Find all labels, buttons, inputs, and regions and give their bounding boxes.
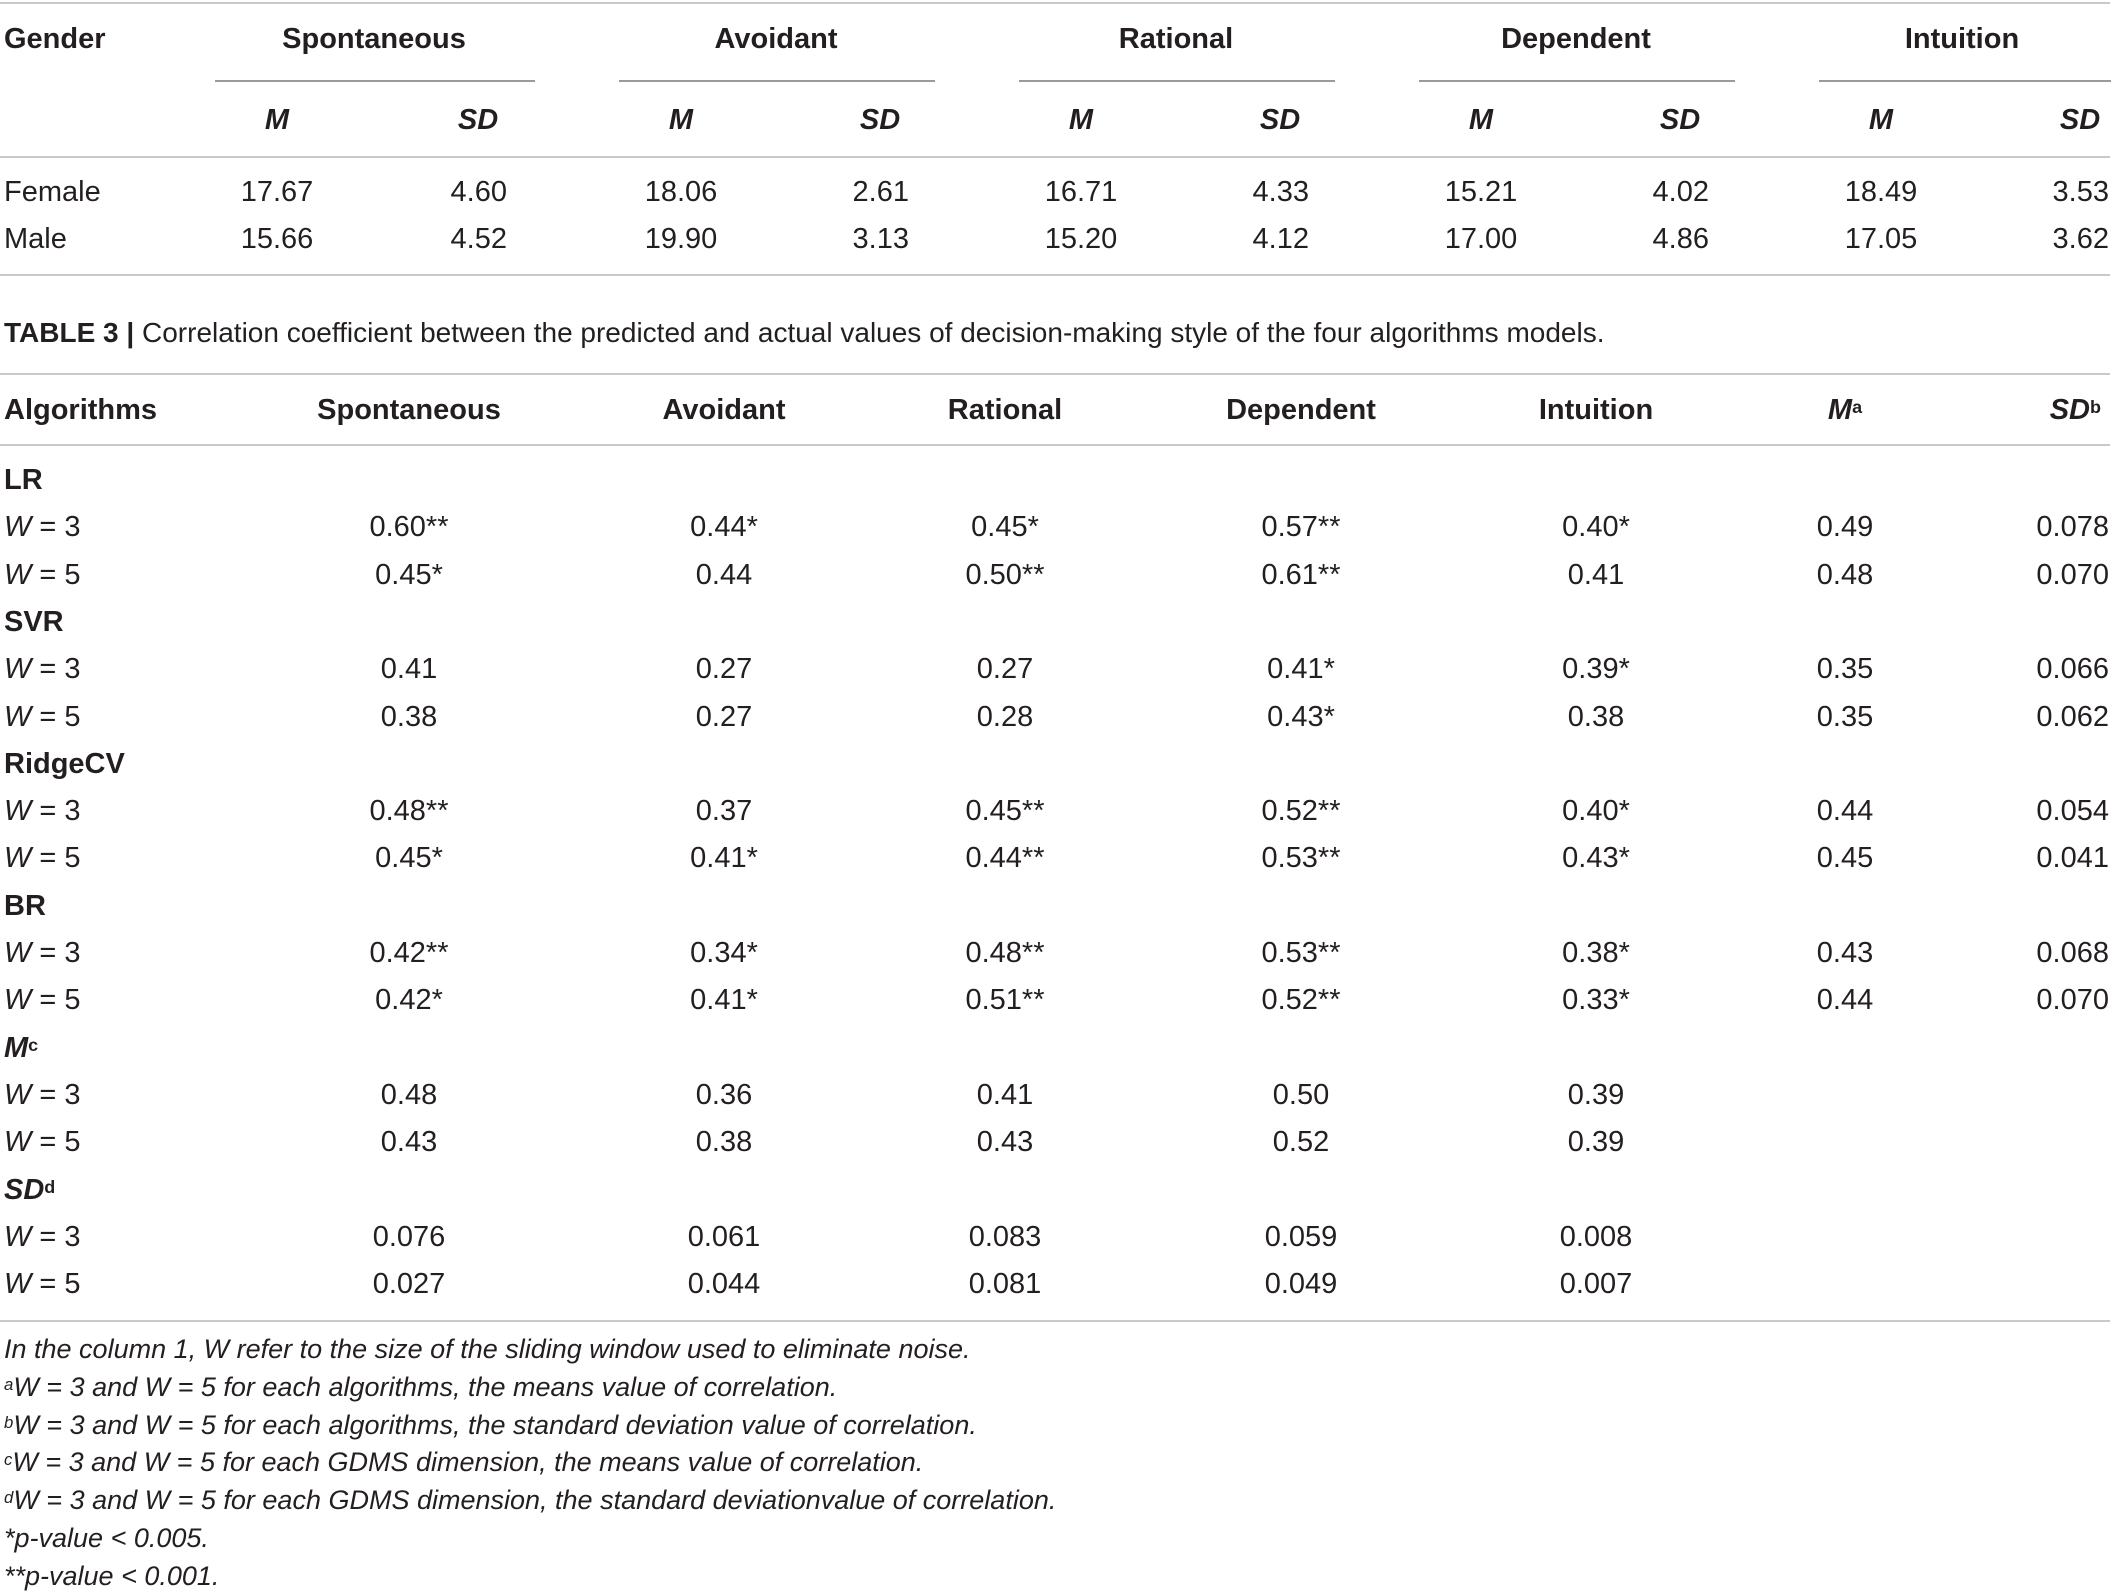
table2-group-rational: Rational — [1118, 23, 1234, 55]
table3-cell: 0.60** — [369, 511, 449, 543]
table3-cell: 0.049 — [1264, 1268, 1338, 1300]
table3-caption-label: TABLE 3 | — [4, 317, 135, 348]
group-underline-spontaneous — [215, 80, 535, 82]
table2-m-header: M — [668, 104, 694, 136]
table3-cell: 0.52 — [1272, 1126, 1330, 1158]
table3-group-label: $M^c$ — [4, 1032, 39, 1064]
table2-row-label: Male — [4, 223, 67, 255]
table3-header-rational: Rational — [947, 394, 1063, 426]
table3-cell: 0.51** — [965, 984, 1045, 1016]
table3-footnote: **p-value < 0.001. — [4, 1561, 220, 1591]
table2-cell: 3.53 — [2052, 176, 2109, 208]
table3-cell: 0.43 — [1816, 937, 1874, 969]
table3-cell: 0.28 — [976, 701, 1034, 733]
table3-cell: 0.41* — [690, 984, 758, 1016]
table3-cell: 0.076 — [372, 1221, 446, 1253]
table3-group-label: SVR — [4, 606, 64, 638]
table3-bottom-rule — [0, 1320, 2110, 1322]
table3-cell: 0.45* — [375, 842, 443, 874]
table3-cell: 0.48 — [380, 1079, 438, 1111]
table2-m-header: M — [1068, 104, 1094, 136]
table3-cell: 0.068 — [2036, 937, 2109, 969]
table3-cell: 0.061 — [687, 1221, 761, 1253]
table3-cell: 0.52** — [1261, 795, 1341, 827]
table3-caption-text: Correlation coefficient between the predicted and actual values of decision-making style of the four algorithms models. — [134, 317, 1605, 348]
table3-cell: 0.41* — [690, 842, 758, 874]
table3-row-label: W = 5 — [4, 984, 81, 1016]
table2-cell: 15.21 — [1444, 176, 1518, 208]
table2-cell: 15.66 — [240, 223, 314, 255]
table3-group-label: BR — [4, 890, 46, 922]
table3-cell: 0.43* — [1562, 842, 1630, 874]
table3-row-label: W = 5 — [4, 842, 81, 874]
table3-row-label: W = 3 — [4, 1079, 81, 1111]
table3-cell: 0.35 — [1816, 701, 1874, 733]
table3-cell: 0.43 — [976, 1126, 1034, 1158]
table3-cell: 0.52** — [1261, 984, 1341, 1016]
table3-cell: 0.53** — [1261, 937, 1341, 969]
table3-cell: 0.027 — [372, 1268, 446, 1300]
table2-cell: 3.62 — [2052, 223, 2109, 255]
table3-cell: 0.007 — [1559, 1268, 1633, 1300]
group-underline-dependent — [1419, 80, 1735, 82]
table3-cell: 0.45* — [375, 559, 443, 591]
table3-cell: 0.044 — [687, 1268, 761, 1300]
table2-m-header: M — [1468, 104, 1494, 136]
table3-header-intuition: Intuition — [1538, 394, 1654, 426]
table3-row-label: W = 5 — [4, 701, 81, 733]
table3-cell: 0.49 — [1816, 511, 1874, 543]
table3-cell: 0.53** — [1261, 842, 1341, 874]
table2-group-avoidant: Avoidant — [714, 23, 838, 55]
table3-cell: 0.44* — [690, 511, 758, 543]
table2-row-label: Female — [4, 176, 101, 208]
table3-cell: 0.50** — [965, 559, 1045, 591]
table3-cell: 0.070 — [2036, 984, 2109, 1016]
table2-cell: 16.71 — [1044, 176, 1118, 208]
table2-m-header: M — [264, 104, 290, 136]
table3-cell: 0.41 — [380, 653, 438, 685]
table3-cell: 0.44** — [965, 842, 1045, 874]
table2-m-header: M — [1868, 104, 1894, 136]
table3-row-label: W = 5 — [4, 1126, 81, 1158]
table3-cell: 0.43* — [1267, 701, 1335, 733]
table3-cell: 0.48** — [369, 795, 449, 827]
table3-header-m: $M^a$ — [1827, 394, 1863, 426]
table3-footnote: $^b$W = 3 and W = 5 for each algorithms, the standard deviation value of correlation. — [4, 1410, 977, 1440]
table3-cell: 0.48** — [965, 937, 1045, 969]
table3-cell: 0.44 — [695, 559, 753, 591]
table3-cell: 0.070 — [2036, 559, 2109, 591]
table2-cell: 4.02 — [1652, 176, 1709, 208]
table2-group-intuition: Intuition — [1904, 23, 2020, 55]
table3-cell: 0.39 — [1567, 1126, 1625, 1158]
table3-cell: 0.041 — [2036, 842, 2109, 874]
table3-header-algorithms: Algorithms — [4, 394, 158, 426]
table3-cell: 0.45 — [1816, 842, 1874, 874]
table2-sd-header: SD — [859, 104, 901, 136]
table3-cell: 0.42* — [375, 984, 443, 1016]
table3-cell: 0.38 — [380, 701, 438, 733]
table3-header-avoidant: Avoidant — [662, 394, 786, 426]
table3-cell: 0.44 — [1816, 984, 1874, 1016]
table2-cell: 18.49 — [1844, 176, 1918, 208]
table3-cell: 0.27 — [695, 653, 753, 685]
table3-cell: 0.078 — [2036, 511, 2109, 543]
table3-cell: 0.059 — [1264, 1221, 1338, 1253]
table2-sd-header: SD — [1659, 104, 1701, 136]
table3-top-rule — [0, 373, 2110, 375]
table3-footnote: $^d$W = 3 and W = 5 for each GDMS dimension, the standard deviationvalue of correlation. — [4, 1485, 1057, 1515]
table2-cell: 4.12 — [1252, 223, 1309, 255]
table3-cell: 0.062 — [2036, 701, 2109, 733]
table3-cell: 0.45* — [971, 511, 1039, 543]
table3-cell: 0.27 — [976, 653, 1034, 685]
table2-cell: 17.05 — [1844, 223, 1918, 255]
table3-cell: 0.35 — [1816, 653, 1874, 685]
table3-cell: 0.57** — [1261, 511, 1341, 543]
group-underline-intuition — [1819, 80, 2111, 82]
table2-cell: 4.60 — [450, 176, 507, 208]
table2-cell: 19.90 — [644, 223, 718, 255]
table2-cell: 3.13 — [852, 223, 909, 255]
table3-cell: 0.37 — [695, 795, 753, 827]
table3-header-sd: $SD^b$ — [2049, 394, 2101, 426]
table3-cell: 0.33* — [1562, 984, 1630, 1016]
table3-cell: 0.27 — [695, 701, 753, 733]
table3-cell: 0.41 — [1567, 559, 1625, 591]
table3-cell: 0.39* — [1562, 653, 1630, 685]
table3-group-label: RidgeCV — [4, 748, 125, 780]
table3-caption — [4, 316, 1605, 350]
table3-cell: 0.50 — [1272, 1079, 1330, 1111]
table3-cell: 0.45** — [965, 795, 1045, 827]
table3-group-label: LR — [4, 464, 43, 496]
table2-sd-header: SD — [1259, 104, 1301, 136]
table3-cell: 0.083 — [968, 1221, 1042, 1253]
table2-cell: 4.52 — [450, 223, 507, 255]
table2-gender-header: Gender — [4, 23, 106, 55]
table3-cell: 0.41 — [976, 1079, 1034, 1111]
table2-sd-header: SD — [457, 104, 499, 136]
table2-group-spontaneous: Spontaneous — [282, 23, 466, 55]
table2-cell: 2.61 — [852, 176, 909, 208]
table2-cell: 4.86 — [1652, 223, 1709, 255]
table3-row-label: W = 3 — [4, 511, 81, 543]
table3-cell: 0.40* — [1562, 795, 1630, 827]
table3-cell: 0.38* — [1562, 937, 1630, 969]
table2-bottom-rule — [0, 274, 2110, 276]
table2-cell: 4.33 — [1252, 176, 1309, 208]
table2-group-dependent: Dependent — [1501, 23, 1651, 55]
table3-header-dependent: Dependent — [1226, 394, 1376, 426]
table3-cell: 0.36 — [695, 1079, 753, 1111]
table3-cell: 0.39 — [1567, 1079, 1625, 1111]
table3-cell: 0.066 — [2036, 653, 2109, 685]
table3-cell: 0.008 — [1559, 1221, 1633, 1253]
table3-cell: 0.42** — [369, 937, 449, 969]
table2-header-rule — [0, 156, 2110, 158]
table3-footnote: $^c$W = 3 and W = 5 for each GDMS dimension, the means value of correlation. — [4, 1447, 924, 1477]
group-underline-rational — [1019, 80, 1335, 82]
table2-cell: 17.00 — [1444, 223, 1518, 255]
table3-cell: 0.43 — [380, 1126, 438, 1158]
table3-footnote: $^a$W = 3 and W = 5 for each algorithms, the means value of correlation. — [4, 1372, 838, 1402]
table3-row-label: W = 3 — [4, 795, 81, 827]
table3-row-label: W = 3 — [4, 653, 81, 685]
table3-cell: 0.61** — [1261, 559, 1341, 591]
table2-sd-header: SD — [2059, 104, 2101, 136]
table3-cell: 0.34* — [690, 937, 758, 969]
table3-header-spontaneous: Spontaneous — [317, 394, 501, 426]
table2-cell: 18.06 — [644, 176, 718, 208]
table3-footnote: *p-value < 0.005. — [4, 1523, 209, 1553]
table2-top-rule — [0, 2, 2110, 4]
table2-cell: 15.20 — [1044, 223, 1118, 255]
table3-header-rule — [0, 444, 2110, 446]
table3-group-label: $SD^d$ — [4, 1174, 56, 1206]
table3-cell: 0.41* — [1267, 653, 1335, 685]
table3-cell: 0.081 — [968, 1268, 1042, 1300]
table3-cell: 0.054 — [2036, 795, 2109, 827]
group-underline-avoidant — [619, 80, 935, 82]
table3-footnote: In the column 1, W refer to the size of the sliding window used to eliminate noise. — [4, 1334, 971, 1364]
table3-row-label: W = 5 — [4, 559, 81, 591]
table3-row-label: W = 5 — [4, 1268, 81, 1300]
table3-row-label: W = 3 — [4, 937, 81, 969]
table3-cell: 0.48 — [1816, 559, 1874, 591]
table2-cell: 17.67 — [240, 176, 314, 208]
table3-cell: 0.44 — [1816, 795, 1874, 827]
table3-cell: 0.40* — [1562, 511, 1630, 543]
table3-row-label: W = 3 — [4, 1221, 81, 1253]
table3-cell: 0.38 — [1567, 701, 1625, 733]
table3-cell: 0.38 — [695, 1126, 753, 1158]
